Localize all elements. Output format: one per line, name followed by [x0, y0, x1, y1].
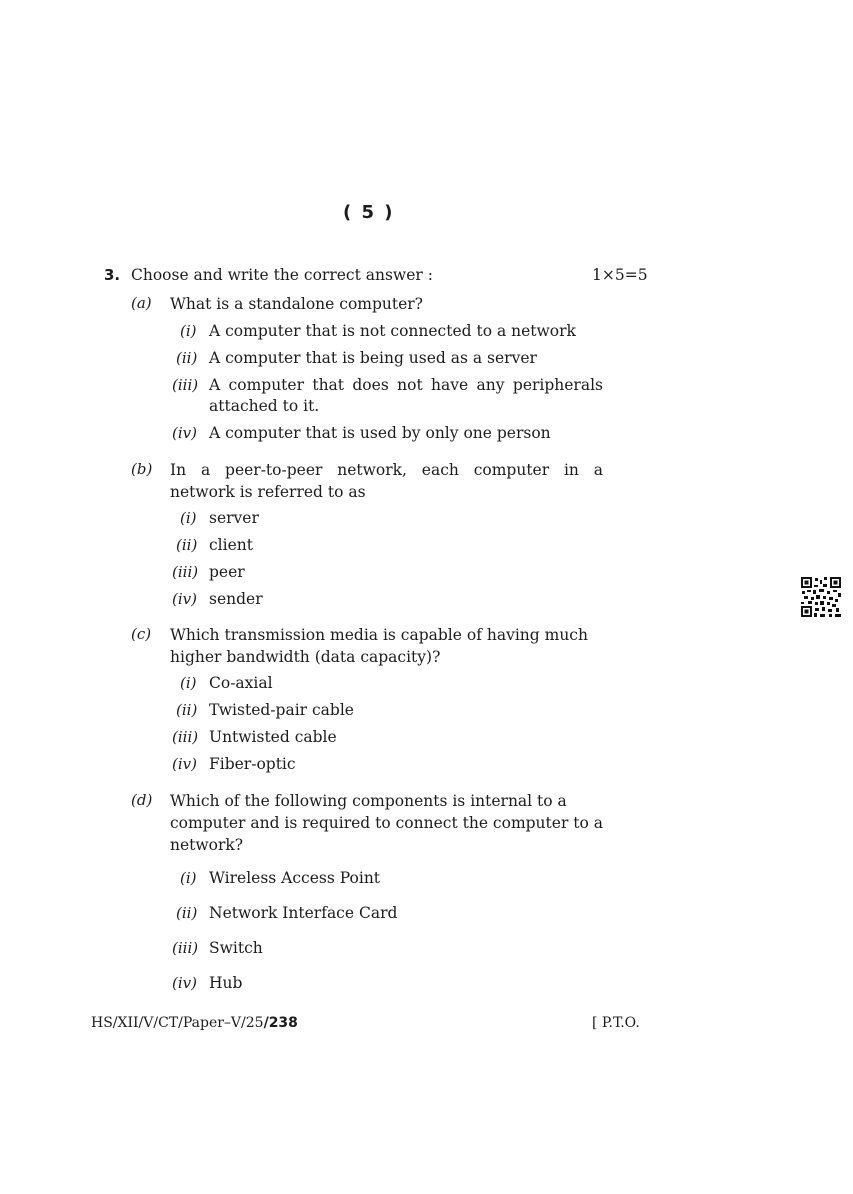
part-d-option-text: Switch: [209, 939, 263, 957]
part-b-option-text: client: [209, 536, 253, 554]
part-a-option-text: A computer that is not connected to a network: [209, 322, 576, 340]
pto-note: [ P.T.O.: [592, 1015, 640, 1031]
part-c-option-text: Twisted-pair cable: [209, 701, 354, 719]
page-number: ( 5 ): [343, 202, 395, 223]
part-d-option-label: (iv): [172, 974, 197, 992]
part-a-option-label: (ii): [176, 349, 198, 367]
part-a-option-label: (iv): [172, 424, 197, 442]
question-marks: 1×5=5: [592, 266, 648, 284]
question-prompt: Choose and write the correct answer :: [131, 266, 433, 284]
part-d-option-text: Hub: [209, 974, 243, 992]
part-d-text: Which of the following components is internal to a computer and is required to connect the computer to a network?: [170, 792, 604, 854]
part-a-text: What is a standalone computer?: [170, 295, 423, 313]
part-c-option-label: (ii): [176, 701, 198, 719]
paper-code: [91, 1015, 298, 1031]
paper-code-prefix: HS/XII/V/CT/Paper–V/25: [91, 1015, 264, 1031]
part-b-text: In a peer-to-peer network, each computer in a network is referred to as: [170, 461, 603, 501]
part-d-label: (d): [131, 791, 153, 809]
part-d-option-text: Network Interface Card: [209, 904, 398, 922]
part-a-option-label: (i): [180, 322, 197, 340]
part-d-option-label: (i): [180, 869, 197, 887]
part-d-option-label: (ii): [176, 904, 198, 922]
part-c-option-label: (iv): [172, 755, 197, 773]
part-d-option-text: Wireless Access Point: [209, 869, 381, 887]
part-c-text: Which transmission media is capable of having much higher bandwidth (data capacity)?: [170, 626, 588, 666]
part-b-option-text: sender: [209, 590, 263, 608]
part-b-option-label: (iv): [172, 590, 197, 608]
paper-code-suffix: /238: [263, 1015, 298, 1031]
part-c-option-text: Co-axial: [209, 674, 273, 692]
part-a-label: (a): [131, 294, 152, 312]
part-b-option-label: (iii): [172, 563, 199, 581]
part-b-option-text: server: [209, 509, 259, 527]
part-c-option-text: Fiber-optic: [209, 755, 296, 773]
question-number: 3.: [104, 266, 121, 284]
qr-code-icon: [801, 577, 841, 617]
part-b-option-label: (ii): [176, 536, 198, 554]
part-a-option-text: A computer that is being used as a server: [209, 349, 537, 367]
part-d-option-label: (iii): [172, 939, 199, 957]
part-a-option-text: A computer that is used by only one person: [209, 424, 551, 442]
part-b-option-label: (i): [180, 509, 197, 527]
part-c-option-label: (i): [180, 674, 197, 692]
qr-code-graphic: [801, 577, 841, 617]
part-b-option-text: peer: [209, 563, 245, 581]
part-c-option-text: Untwisted cable: [209, 728, 337, 746]
part-b-label: (b): [131, 460, 153, 478]
part-c-option-label: (iii): [172, 728, 199, 746]
part-a-option-text: A computer that does not have any peripherals attached to it.: [209, 376, 603, 415]
part-a-option-label: (iii): [172, 376, 199, 394]
part-c-label: (c): [131, 625, 152, 643]
